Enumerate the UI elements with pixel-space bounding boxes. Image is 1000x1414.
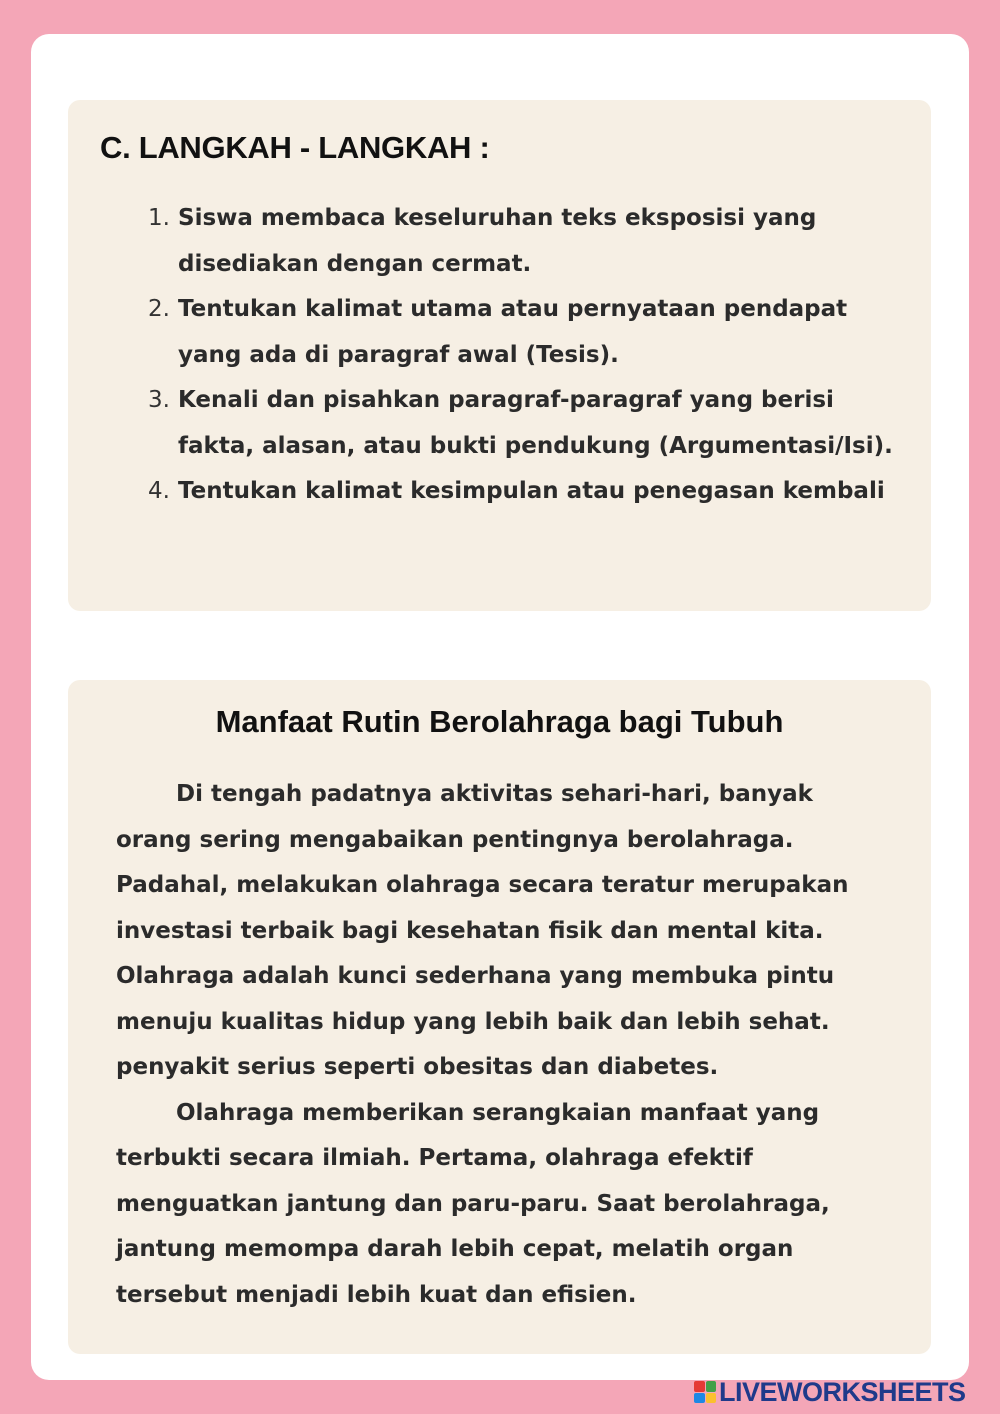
liveworksheets-logo-icon: [694, 1381, 716, 1403]
logo-tile: [694, 1381, 705, 1392]
step-number: 4.: [148, 478, 170, 504]
steps-list: [148, 196, 898, 515]
liveworksheets-logo[interactable]: [694, 1376, 966, 1408]
logo-tile: [706, 1381, 717, 1392]
logo-tile: [694, 1393, 705, 1404]
step-number: 2.: [148, 296, 170, 322]
step-text: Kenali dan pisahkan paragraf-paragraf yang berisi fakta, alasan, atau bukti pendukung (Argumentasi/Isi).: [178, 387, 893, 459]
reading-paragraph-1: Di tengah padatnya aktivitas sehari-hari, banyak orang sering mengabaikan pentingnya berolahraga. Padahal, melakukan olahraga secara teratur merupakan investasi terbaik bagi kesehatan fisik dan mental kita. Olahraga adalah kunci sederhana yang membuka pintu menuju kualitas hidup yang lebih baik dan lebih sehat. penyakit serius seperti obesitas dan diabetes.: [116, 781, 849, 1080]
step-text: Siswa membaca keseluruhan teks eksposisi yang disediakan dengan cermat.: [178, 205, 817, 277]
reading-card: [68, 680, 931, 1354]
step-text: Tentukan kalimat utama atau pernyataan pendapat yang ada di paragraf awal (Tesis).: [178, 296, 848, 368]
steps-heading: C. LANGKAH - LANGKAH :: [100, 130, 490, 165]
reading-body: [116, 772, 876, 1318]
worksheet-page: [31, 34, 969, 1380]
logo-text: LIVEWORKSHEETS: [719, 1376, 966, 1407]
steps-card: [68, 100, 931, 611]
reading-title: Manfaat Rutin Berolahraga bagi Tubuh: [215, 704, 784, 739]
logo-tile: [706, 1393, 717, 1404]
step-item-3: [148, 378, 898, 469]
reading-paragraph-2: Olahraga memberikan serangkaian manfaat yang terbukti secara ilmiah. Pertama, olahraga efektif menguatkan jantung dan paru-paru. Saat berolahraga, jantung memompa darah lebih cepat, melatih organ tersebut menjadi lebih kuat dan efisien.: [116, 1099, 830, 1308]
step-text: Tentukan kalimat kesimpulan atau penegasan kembali: [178, 478, 885, 504]
step-item-2: [148, 287, 898, 378]
step-number: 1.: [148, 205, 170, 231]
step-number: 3.: [148, 387, 170, 413]
step-item-4: [148, 469, 898, 515]
step-item-1: [148, 196, 898, 287]
